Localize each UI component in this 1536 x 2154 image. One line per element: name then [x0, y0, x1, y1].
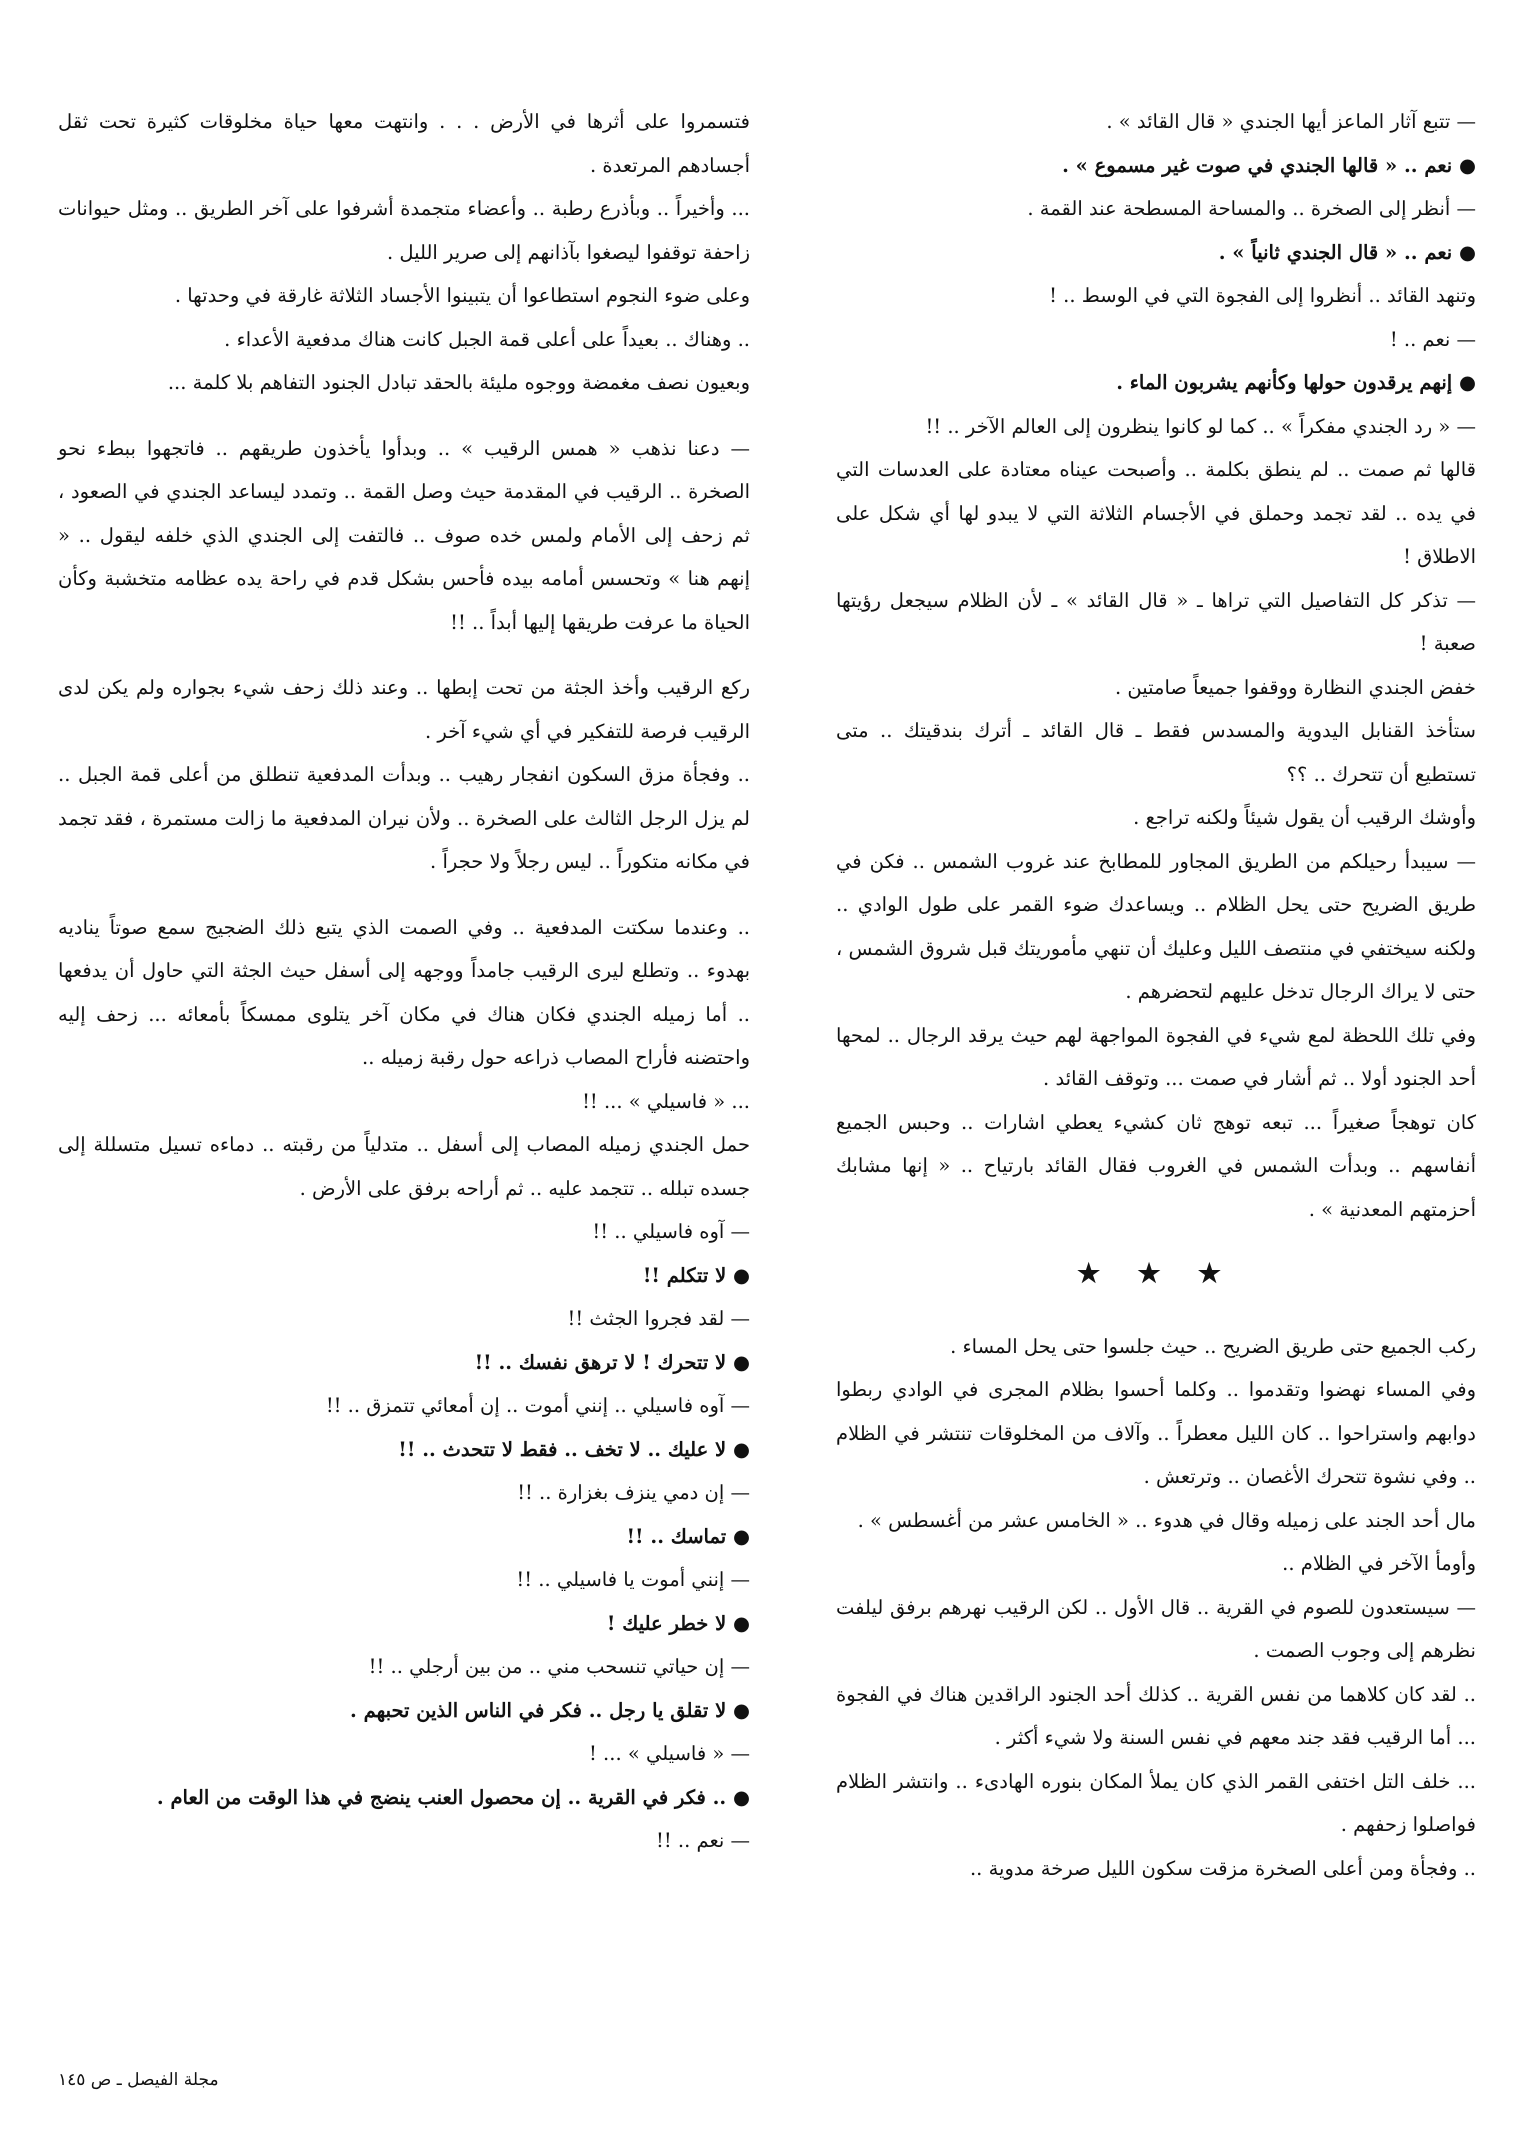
left-column	[58, 100, 750, 1863]
dialogue-line-bold: ● لا عليك .. لا تخف .. فقط لا تتحدث .. !!	[398, 1437, 750, 1461]
paragraph: مال أحد الجند على زميله وقال في هدوء .. « الخامس عشر من أغسطس » .	[857, 1508, 1476, 1532]
dialogue-line-bold: ● إنهم يرقدون حولها وكأنهم يشربون الماء .	[1116, 371, 1476, 394]
dialogue-line-bold: ● تماسك .. !!	[626, 1524, 750, 1548]
paragraph: وأومأ الآخر في الظلام ..	[1282, 1552, 1476, 1575]
paragraph: وفي تلك اللحظة لمع شيء في الفجوة المواجهة لهم حيث يرقد الرجال .. لمحها أحد الجنود أولا .. ثم أشار في صمت ... وتوقف القائد .	[836, 1023, 1476, 1090]
dialogue-line-bold: ● لا تقلق يا رجل .. فكر في الناس الذين تحبهم .	[350, 1698, 750, 1722]
section-divider-stars: ★ ★ ★	[1076, 1259, 1236, 1289]
paragraph: — إن حياتي تنسحب مني .. من بين أرجلي .. !!	[368, 1655, 750, 1678]
right-column	[836, 100, 1476, 1890]
dialogue-line-bold: ● نعم .. « قالها الجندي في صوت غير مسموع » .	[1062, 153, 1476, 177]
paragraph: ... خلف التل اختفى القمر الذي كان يملأ المكان بنوره الهادىء .. وانتشر الظلام فواصلوا زحفهم .	[836, 1769, 1476, 1836]
dialogue-line-bold: ● لا تتحرك ! لا ترهق نفسك .. !!	[474, 1350, 750, 1374]
paragraph: .. وفجأة ومن أعلى الصخرة مزقت سكون الليل صرخة مدوية ..	[969, 1856, 1476, 1880]
paragraph: — نعم .. !!	[656, 1829, 750, 1852]
paragraph: .. وفجأة مزق السكون انفجار رهيب .. وبدأت المدفعية تنطلق من أعلى قمة الجبل .. لم يزل الرجل الثالث على الصخرة .. ولأن نيران المدفعية ما زالت مستمرة ، فقد تجمد في مكانه متكوراً .. ليس رجلاً ولا حجراً .	[58, 763, 750, 873]
paragraph: حمل الجندي زميله المصاب إلى أسفل .. متدلياً من رقبته .. دماءه تسيل متسللة إلى جسده تبلله .. تتجمد عليه .. ثم أراحه برفق على الأرض .	[58, 1133, 750, 1200]
paragraph: ركع الرقيب وأخذ الجثة من تحت إبطها .. وعند ذلك زحف شيء بجواره ولم يكن لدى الرقيب فرصة للتفكير في أي شيء آخر .	[58, 676, 750, 743]
paragraph: فتسمروا على أثرها في الأرض . . . وانتهت معها حياة مخلوقات كثيرة تحت ثقل أجسادهم المرتعدة .	[58, 110, 750, 177]
paragraph: — « رد الجندي مفكراً » .. كما لو كانوا ينظرون إلى العالم الآخر .. !!	[925, 414, 1476, 438]
dialogue-line-bold: ● .. فكر في القرية .. إن محصول العنب ينضج في هذا الوقت من العام .	[156, 1785, 750, 1809]
paragraph: خفض الجندي النظارة ووقفوا جميعاً صامتين .	[1115, 675, 1476, 699]
dialogue-line-bold: ● نعم .. « قال الجندي ثانياً » .	[1218, 240, 1476, 264]
paragraph: — سيستعدون للصوم في القرية .. قال الأول .. لكن الرقيب نهرهم برفق ليلفت نظرهم إلى وجوب الصمت .	[836, 1595, 1476, 1662]
paragraph-gap	[58, 405, 750, 427]
paragraph: — تتبع آثار الماعز أيها الجندي « قال القائد » .	[1106, 110, 1476, 133]
paragraph: — دعنا نذهب « همس الرقيب » .. وبدأوا يأخذون طريقهم .. فاتجهوا ببطء نحو الصخرة .. الرقيب في المقدمة حيث وصل القمة .. وتمدد ليساعد الجندي في الصعود ، ثم زحف إلى الأمام ولمس خده صوف .. فالتفت إلى الجندي الذي خلفه ليقول .. « إنهم هنا » وتحسس أمامه بيده فأحس بشكل قدم في راحة يده عظامه متخشبة وكأن الحياة ما عرفت طريقها إليها أبداً .. !!	[58, 436, 750, 634]
paragraph: وبعيون نصف مغمضة ووجوه مليئة بالحقد تبادل الجنود التفاهم بلا كلمة ...	[167, 371, 750, 394]
paragraph: — آوه فاسيلي .. إنني أموت .. إن أمعائي تتمزق .. !!	[325, 1394, 750, 1417]
right-column-top	[836, 100, 1476, 1231]
paragraph: .. وعندما سكتت المدفعية .. وفي الصمت الذي يتبع ذلك الضجيج سمع صوتاً يناديه بهدوء .. وتطلع ليرى الرقيب جامداً ووجهه إلى أسفل حيث الجثة التي حاول أن يدفعها .. أما زميله الجندي فكان هناك في مكان آخر يتلوى ممسكاً بأمعائه ... زحف إليه واحتضنه فأراح المصاب ذراعه حول رقبة زميله ..	[58, 915, 750, 1069]
paragraph: ركب الجميع حتى طريق الضريح .. حيث جلسوا حتى يحل المساء .	[950, 1334, 1476, 1358]
paragraph: — لقد فجروا الجثث !!	[567, 1307, 750, 1330]
paragraph: .. لقد كان كلاهما من نفس القرية .. كذلك أحد الجنود الراقدين هناك في الفجوة ... أما الرقيب فقد جند معهم في نفس السنة ولا شيء أكثر .	[836, 1682, 1476, 1749]
paragraph: — نعم .. !	[1389, 327, 1476, 351]
paragraph: — « فاسيلي » ... !	[589, 1742, 750, 1765]
paragraph: ستأخذ القنابل اليدوية والمسدس فقط ـ قال القائد ـ أترك بندقيتك .. متى تستطيع أن تتحرك .. ؟؟	[836, 719, 1476, 786]
paragraph: — إنني أموت يا فاسيلي .. !!	[516, 1568, 750, 1591]
paragraph: وأوشك الرقيب أن يقول شيئاً ولكنه تراجع .	[1133, 806, 1476, 829]
paragraph-gap	[58, 884, 750, 906]
paragraph: ... « فاسيلي » ... !!	[582, 1089, 750, 1113]
paragraph: — تذكر كل التفاصيل التي تراها ـ « قال القائد » ـ لأن الظلام سيجعل رؤيتها صعبة !	[836, 588, 1476, 655]
page-footer: مجلة الفيصل ـ ص ١٤٥	[58, 2070, 219, 2090]
paragraph: ... وأخيراً .. وبأذرع رطبة .. وأعضاء متجمدة أشرفوا على آخر الطريق .. ومثل حيوانات زاحفة توقفوا ليصغوا بآذانهم إلى صرير الليل .	[58, 197, 750, 264]
paragraph: قالها ثم صمت .. لم ينطق بكلمة .. وأصبحت عيناه معتادة على العدسات التي في يده .. لقد تجمد وحملق في الأجسام الثلاثة التي لا يبدو لها أي شكل على الاطلاق !	[836, 458, 1476, 568]
paragraph: — أنظر إلى الصخرة .. والمساحة المسطحة عند القمة .	[1027, 197, 1476, 220]
dialogue-line-bold: ● لا خطر عليك !	[606, 1611, 750, 1635]
dialogue-line-bold: ● لا تتكلم !!	[642, 1263, 750, 1287]
paragraph: وتنهد القائد .. أنظروا إلى الفجوة التي في الوسط .. !	[1049, 284, 1476, 307]
paragraph: — آوه فاسيلي .. !!	[592, 1220, 750, 1243]
paragraph: كان توهجاً صغيراً ... تبعه توهج ثان كشيء يعطي اشارات .. وحبس الجميع أنفاسهم .. وبدأت الشمس في الغروب فقال القائد بارتياح .. « إنها مشابك أحزمتهم المعدنية » .	[836, 1110, 1476, 1221]
paragraph-gap	[58, 644, 750, 666]
paragraph: وفي المساء نهضوا وتقدموا .. وكلما أحسوا بظلام المجرى في الوادي ربطوا دوابهم واستراحوا .. كان الليل معطراً .. وآلاف من المخلوقات تنتشر في الظلام .. وفي نشوة تتحرك الأغصان .. وترتعش .	[836, 1378, 1476, 1488]
right-column-bottom	[836, 1325, 1476, 1891]
paragraph: .. وهناك .. بعيداً على أعلى قمة الجبل كانت هناك مدفعية الأعداء .	[224, 327, 750, 351]
paragraph: — إن دمي ينزف بغزارة .. !!	[517, 1481, 750, 1504]
paragraph: — سيبدأ رحيلكم من الطريق المجاور للمطابخ عند غروب الشمس .. فكن في طريق الضريح حتى يحل الظلام .. ويساعدك ضوء القمر على طول الوادي .. ولكنه سيختفي في منتصف الليل وعليك أن تنهي مأموريتك قبل شروق الشمس ، حتى لا يراك الرجال تدخل عليهم لتحضرهم .	[836, 849, 1476, 1003]
paragraph: وعلى ضوء النجوم استطاعوا أن يتبينوا الأجساد الثلاثة غارقة في وحدتها .	[174, 284, 750, 307]
